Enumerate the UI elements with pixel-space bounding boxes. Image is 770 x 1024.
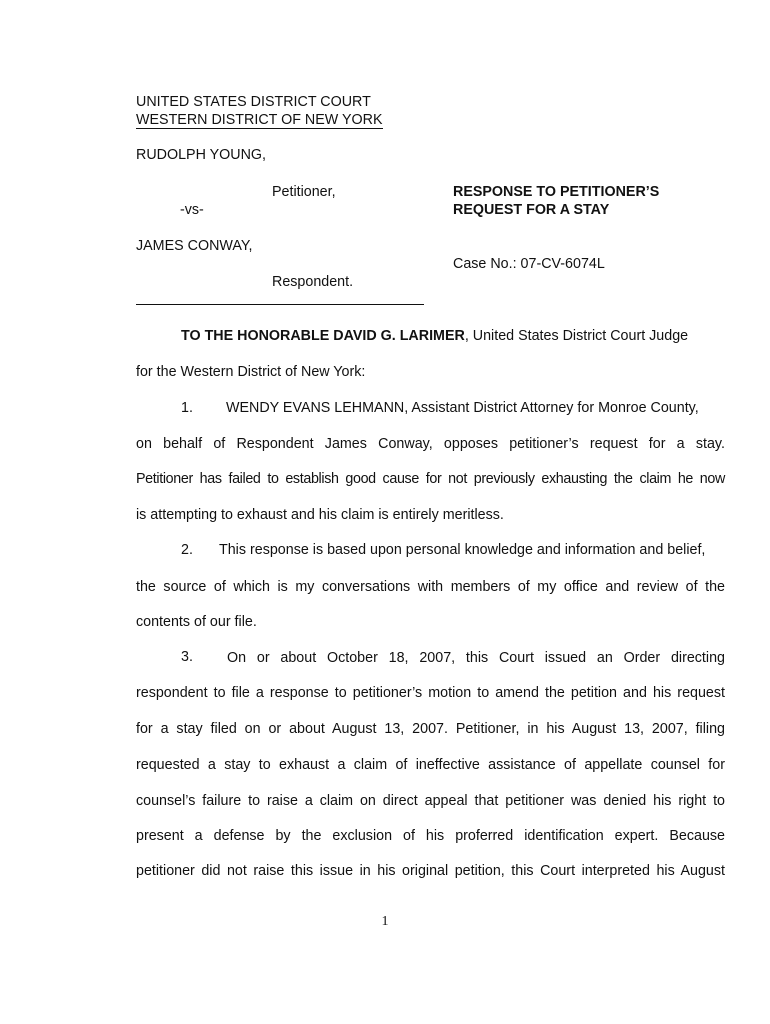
paragraph-line: respondent to file a response to petitioner’s motion to amend the petition and his request	[136, 685, 725, 701]
judge-title: , United States District Court Judge	[464, 328, 689, 344]
petitioner-role: Petitioner,	[272, 184, 336, 200]
paragraph-number: 1.	[181, 400, 193, 416]
court-name: UNITED STATES DISTRICT COURT	[136, 94, 371, 110]
respondent-role: Respondent.	[272, 274, 354, 290]
paragraph-first-line: On or about October 18, 2007, this Court issued an Order directing	[227, 650, 725, 666]
case-number: Case No.: 07-CV-6074L	[453, 256, 605, 272]
document-title-line2: REQUEST FOR A STAY	[453, 202, 610, 218]
paragraph-line: contents of our file.	[136, 614, 257, 630]
caption-divider	[136, 304, 424, 305]
paragraph-first-line: WENDY EVANS LEHMANN, Assistant District Attorney for Monroe County,	[226, 400, 699, 416]
paragraph-line: Petitioner has failed to establish good cause for not previously exhausting the claim he now	[136, 471, 725, 487]
paragraph-line: for a stay filed on or about August 13, 2007. Petitioner, in his August 13, 2007, filing	[136, 721, 725, 737]
paragraph-number: 2.	[181, 542, 193, 558]
judge-name: TO THE HONORABLE DAVID G. LARIMER	[181, 328, 465, 344]
versus-label: -vs-	[180, 202, 204, 218]
respondent-name: JAMES CONWAY,	[136, 238, 253, 254]
court-district-text: WESTERN DISTRICT OF NEW YORK	[136, 112, 383, 128]
court-district	[136, 112, 383, 128]
petitioner-name: RUDOLPH YOUNG,	[136, 147, 267, 163]
address-line2: for the Western District of New York:	[136, 364, 366, 380]
page-number: 1	[381, 914, 389, 929]
paragraph-line: requested a stay to exhaust a claim of ineffective assistance of appellate counsel for	[136, 757, 725, 773]
address-line	[181, 328, 688, 344]
paragraph-line: the source of which is my conversations with members of my office and review of the	[136, 579, 725, 595]
paragraph-line: counsel’s failure to raise a claim on direct appeal that petitioner was denied his right to	[136, 793, 725, 809]
document-title-line1: RESPONSE TO PETITIONER’S	[453, 184, 660, 200]
paragraph-line: present a defense by the exclusion of his proferred identification expert. Because	[136, 828, 725, 844]
paragraph-line: on behalf of Respondent James Conway, opposes petitioner’s request for a stay.	[136, 436, 725, 452]
paragraph-number: 3.	[181, 649, 193, 665]
paragraph-line: petitioner did not raise this issue in his original petition, this Court interpreted his August	[136, 863, 725, 879]
paragraph-first-line: This response is based upon personal knowledge and information and belief,	[219, 542, 706, 558]
paragraph-line: is attempting to exhaust and his claim is entirely meritless.	[136, 507, 504, 523]
